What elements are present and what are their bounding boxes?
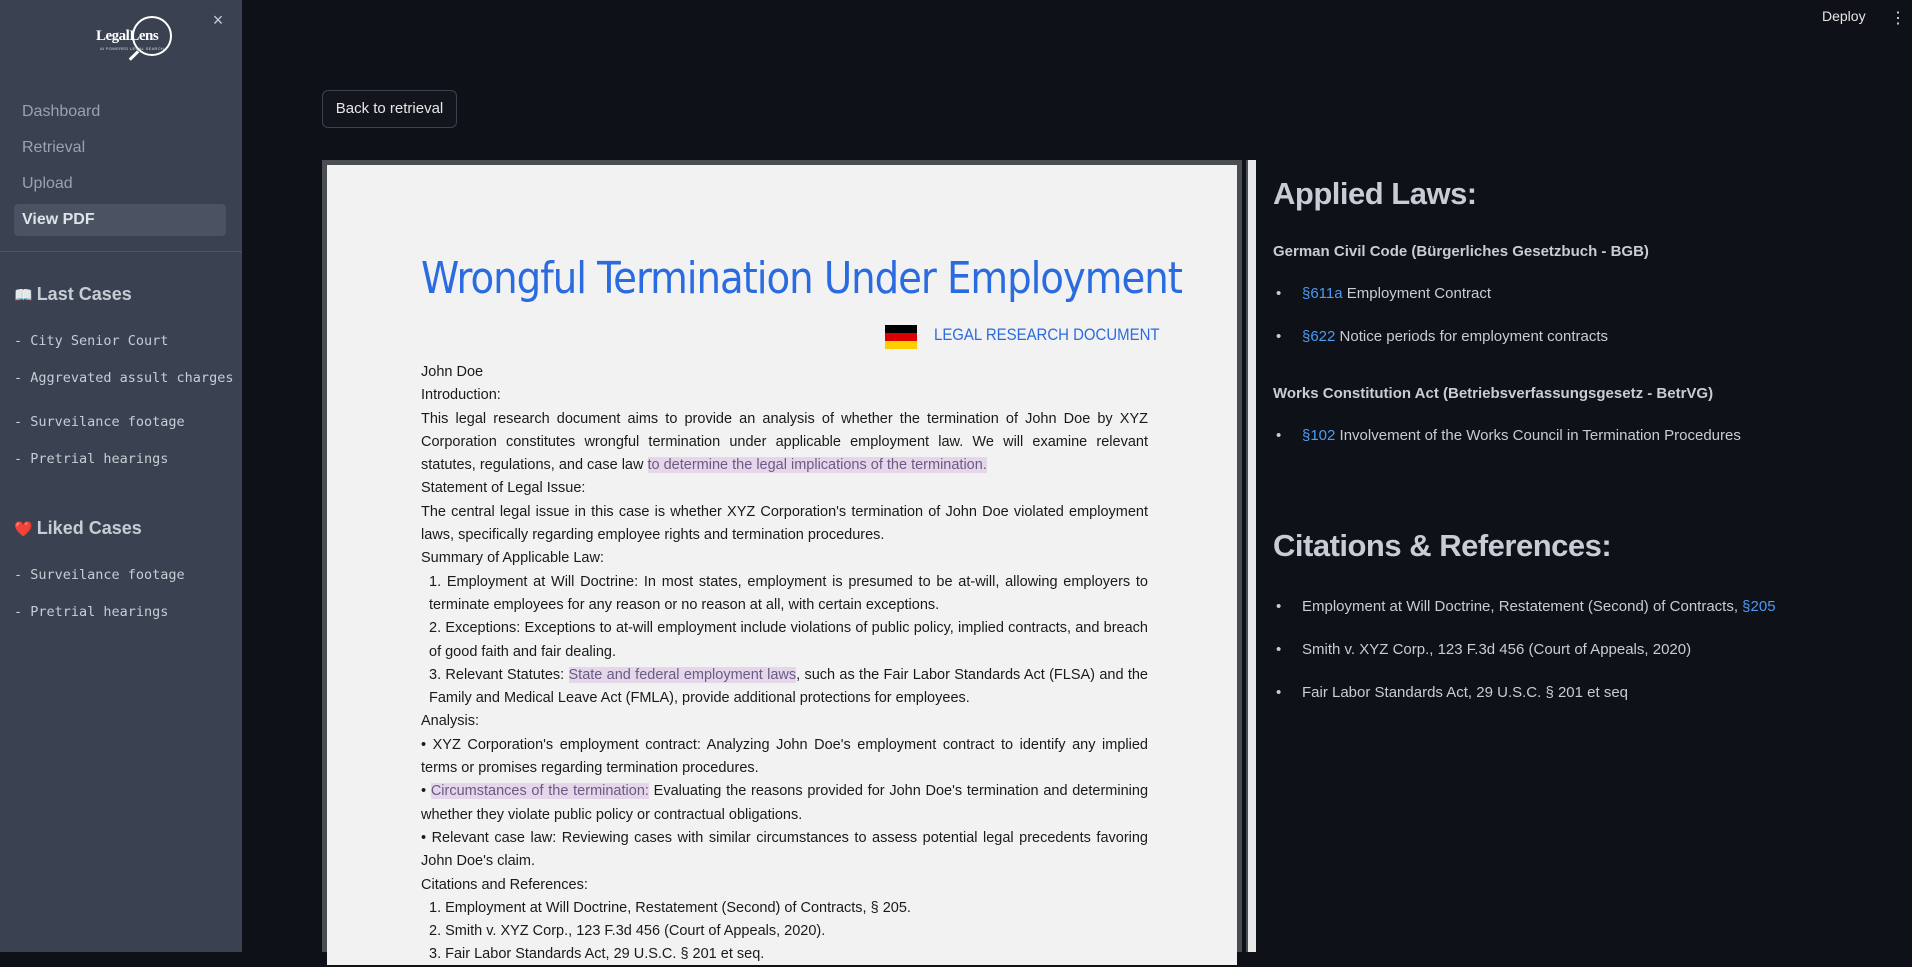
summary-item bbox=[421, 664, 1148, 711]
summary-item: 2. Exceptions: Exceptions to at-will employment include violations of public policy, implied contracts, and breach of good faith and fair dealing. bbox=[429, 620, 1148, 660]
intro-text: This legal research document aims to provide an analysis of whether the termination of John Doe by XYZ Corporation constitutes wrongful termination under applicable employment law. We will examine relevant statutes, regulations, and case law bbox=[421, 410, 1148, 474]
law-item-text: Employment Contract bbox=[1342, 285, 1491, 302]
liked-case-item[interactable]: - Pretrial hearings bbox=[14, 604, 169, 620]
citation-ref-text: Employment at Will Doctrine, Restatement (Second) of Contracts, bbox=[1302, 598, 1743, 615]
pdf-title: Wrongful Termination Under Employment bbox=[421, 253, 1182, 304]
summary-text: 3. Relevant Statutes: bbox=[429, 666, 569, 683]
law-item-content bbox=[1302, 427, 1741, 444]
pdf-subtitle: LEGAL RESEARCH DOCUMENT bbox=[934, 325, 1160, 344]
law-link[interactable]: §102 bbox=[1302, 427, 1336, 444]
law-item-text: Involvement of the Works Council in Termination Procedures bbox=[1335, 427, 1741, 444]
bullet: • bbox=[1276, 285, 1282, 302]
logo-subtext: AI POWERED LEGAL SEARCH bbox=[100, 46, 165, 51]
analysis-item bbox=[421, 780, 1148, 827]
sidebar-divider bbox=[0, 251, 242, 252]
citation-ref-content bbox=[1302, 598, 1776, 615]
germany-flag-icon bbox=[885, 325, 917, 349]
sidebar-item-retrieval[interactable]: Retrieval bbox=[22, 139, 86, 156]
deploy-button[interactable]: Deploy bbox=[1822, 8, 1866, 24]
app-logo bbox=[96, 14, 176, 66]
issue-paragraph: The central legal issue in this case is whether XYZ Corporation's termination of John Doe violated employment laws, specifically regarding employee rights and termination procedures. bbox=[421, 503, 1148, 544]
analysis-text: Evaluating the reasons provided for John Doe's termination and determining whether they violate public policy or contractual obligations. bbox=[421, 783, 1149, 823]
bullet: • bbox=[1276, 598, 1282, 615]
bullet: • bbox=[1276, 427, 1282, 444]
logo-text: LegalLens bbox=[96, 28, 159, 44]
back-to-retrieval-button[interactable]: Back to retrieval bbox=[322, 90, 457, 128]
intro-paragraph bbox=[421, 408, 1148, 478]
applied-laws-title: Applied Laws: bbox=[1273, 176, 1477, 211]
last-case-item[interactable]: - City Senior Court bbox=[14, 333, 169, 349]
citation-item: 3. Fair Labor Standards Act, 29 U.S.C. § 201 et seq. bbox=[429, 946, 765, 963]
bullet: • bbox=[1276, 641, 1282, 658]
heart-icon: ❤️ bbox=[14, 521, 33, 538]
citation-item: 2. Smith v. XYZ Corp., 123 F.3d 456 (Court of Appeals, 2020). bbox=[429, 923, 826, 940]
citations-heading: Citations and References: bbox=[421, 876, 588, 893]
liked-cases-title: Liked Cases bbox=[36, 518, 142, 538]
bullet: • bbox=[1276, 328, 1282, 345]
sidebar-item-dashboard[interactable]: Dashboard bbox=[22, 103, 101, 120]
pdf-author: John Doe bbox=[421, 364, 484, 380]
last-case-item[interactable]: - Surveilance footage bbox=[14, 414, 185, 430]
analysis-item: • Relevant case law: Reviewing cases with similar circumstances to assess potential legal precedents favoring John Doe's claim. bbox=[421, 829, 1148, 870]
bullet: • bbox=[1276, 684, 1282, 701]
citations-title: Citations & References: bbox=[1273, 528, 1612, 563]
pdf-body bbox=[421, 361, 1148, 967]
bullet: • bbox=[421, 783, 431, 800]
highlight: State and federal employment laws bbox=[568, 666, 797, 683]
analysis-item: • XYZ Corporation's employment contract: Analyzing John Doe's employment contract to identify any implied terms or promises regarding termination procedures. bbox=[421, 736, 1148, 777]
law-group-title: German Civil Code (Bürgerliches Gesetzbuch - BGB) bbox=[1273, 243, 1649, 260]
magnifier-handle bbox=[129, 50, 140, 61]
issue-heading: Statement of Legal Issue: bbox=[421, 480, 586, 497]
last-cases-heading bbox=[14, 284, 132, 305]
pdf-viewer[interactable] bbox=[322, 160, 1242, 963]
summary-item: 1. Employment at Will Doctrine: In most states, employment is presumed to be at-will, allowing employers to terminate employees for any reason or no reason at all, with certain exceptions. bbox=[429, 573, 1148, 613]
law-link[interactable]: §611a bbox=[1302, 285, 1343, 302]
law-item-content bbox=[1302, 328, 1608, 345]
sidebar-item-upload[interactable]: Upload bbox=[22, 175, 73, 192]
analysis-heading: Analysis: bbox=[421, 713, 480, 730]
book-icon: 📖 bbox=[14, 287, 33, 304]
citation-ref-text: Smith v. XYZ Corp., 123 F.3d 456 (Court of Appeals, 2020) bbox=[1302, 641, 1692, 658]
law-group-title: Works Constitution Act (Betriebsverfassungsgesetz - BetrVG) bbox=[1273, 385, 1714, 402]
intro-heading: Introduction: bbox=[421, 387, 501, 404]
law-item-text: Notice periods for employment contracts bbox=[1335, 328, 1608, 345]
liked-cases-heading bbox=[14, 518, 142, 539]
highlight: to determine the legal implications of the termination. bbox=[647, 457, 987, 474]
sidebar-nav bbox=[14, 96, 226, 240]
liked-case-item[interactable]: - Surveilance footage bbox=[14, 567, 185, 583]
close-icon[interactable]: × bbox=[212, 10, 224, 30]
pdf-scrollbar[interactable] bbox=[1246, 160, 1256, 952]
law-item-content bbox=[1302, 285, 1491, 302]
kebab-menu-icon[interactable]: ⋮ bbox=[1890, 10, 1906, 27]
sidebar bbox=[0, 0, 242, 952]
last-case-item[interactable]: - Pretrial hearings bbox=[14, 451, 169, 467]
highlight: Circumstances of the termination: bbox=[430, 783, 649, 800]
summary-text: , such as the Fair Labor Standards Act (FLSA) and the Family and Medical Leave Act (FMLA), provide additional protections for employees. bbox=[429, 666, 1148, 707]
pdf-page bbox=[327, 165, 1237, 965]
law-link[interactable]: §622 bbox=[1302, 328, 1336, 345]
citation-link[interactable]: §205 bbox=[1742, 598, 1776, 615]
citation-item: 1. Employment at Will Doctrine, Restatement (Second) of Contracts, § 205. bbox=[429, 899, 911, 916]
last-cases-title: Last Cases bbox=[36, 284, 132, 304]
sidebar-item-view-pdf[interactable]: View PDF bbox=[14, 204, 226, 236]
citation-ref-text: Fair Labor Standards Act, 29 U.S.C. § 201 et seq bbox=[1302, 684, 1629, 701]
last-case-item[interactable]: - Aggrevated assult charges bbox=[14, 370, 234, 386]
summary-heading: Summary of Applicable Law: bbox=[421, 550, 604, 567]
